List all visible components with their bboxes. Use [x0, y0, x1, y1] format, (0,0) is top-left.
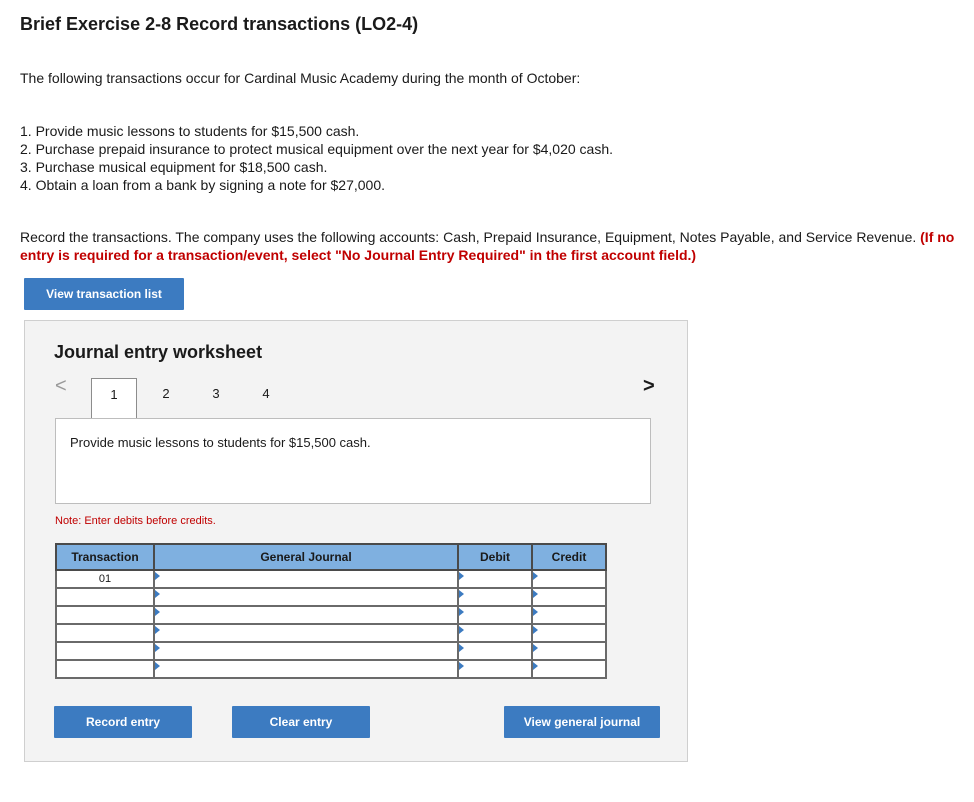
record-entry-button[interactable]: Record entry	[54, 706, 192, 738]
transaction-item: 1. Provide music lessons to students for $15,500 cash.	[20, 123, 360, 139]
view-general-journal-button[interactable]: View general journal	[504, 706, 660, 738]
worksheet-title: Journal entry worksheet	[54, 342, 263, 362]
transaction-cell: 01	[56, 570, 154, 588]
tab-2[interactable]: 2	[162, 386, 170, 401]
chevron-right-icon[interactable]: >	[643, 375, 655, 397]
column-header-general-journal: General Journal	[154, 544, 458, 570]
page-title: Brief Exercise 2-8 Record transactions (LO2-4)	[20, 14, 419, 34]
table-row	[56, 642, 606, 660]
debit-input[interactable]	[458, 642, 532, 660]
column-header-debit: Debit	[458, 544, 532, 570]
transaction-item: 3. Purchase musical equipment for $18,500 cash.	[20, 159, 328, 175]
instructions-warning: (If no entry is required for a transaction/event, select "No Journal Entry Required" in the first account field.)	[20, 229, 955, 263]
entry-note: Note: Enter debits before credits.	[55, 515, 216, 527]
credit-input[interactable]	[532, 570, 606, 588]
table-row	[56, 660, 606, 678]
table-row	[56, 588, 606, 606]
credit-input[interactable]	[532, 642, 606, 660]
transaction-cell	[56, 660, 154, 678]
debit-input[interactable]	[458, 660, 532, 678]
transaction-item: 2. Purchase prepaid insurance to protect musical equipment over the next year for $4,020 cash.	[20, 141, 614, 157]
debit-input[interactable]	[458, 624, 532, 642]
chevron-left-icon[interactable]: <	[55, 375, 67, 397]
account-input[interactable]	[154, 570, 458, 588]
table-row	[56, 570, 606, 588]
transaction-cell	[56, 606, 154, 624]
tab-3[interactable]: 3	[212, 386, 220, 401]
column-header-credit: Credit	[532, 544, 606, 570]
column-header-transaction: Transaction	[56, 544, 154, 570]
account-input[interactable]	[154, 624, 458, 642]
credit-input[interactable]	[532, 660, 606, 678]
transaction-list	[20, 122, 613, 194]
instructions-text: Record the transactions. The company uses the following accounts: Cash, Prepaid Insurance, Equipment, Notes Payable, and Service Revenue.	[20, 229, 921, 245]
transaction-cell	[56, 588, 154, 606]
account-input[interactable]	[154, 588, 458, 606]
view-transaction-list-button[interactable]: View transaction list	[24, 278, 184, 310]
instructions	[20, 228, 960, 264]
table-row	[56, 606, 606, 624]
transaction-item: 4. Obtain a loan from a bank by signing a note for $27,000.	[20, 177, 386, 193]
clear-entry-button[interactable]: Clear entry	[232, 706, 370, 738]
transaction-cell	[56, 642, 154, 660]
credit-input[interactable]	[532, 588, 606, 606]
table-row	[56, 624, 606, 642]
journal-entry-worksheet	[24, 320, 688, 762]
debit-input[interactable]	[458, 588, 532, 606]
transaction-description: Provide music lessons to students for $15,500 cash.	[55, 418, 651, 504]
tab-4[interactable]: 4	[262, 386, 270, 401]
account-input[interactable]	[154, 642, 458, 660]
credit-input[interactable]	[532, 606, 606, 624]
debit-input[interactable]	[458, 570, 532, 588]
intro-text: The following transactions occur for Cardinal Music Academy during the month of October:	[20, 70, 581, 86]
credit-input[interactable]	[532, 624, 606, 642]
debit-input[interactable]	[458, 606, 532, 624]
transaction-cell	[56, 624, 154, 642]
account-input[interactable]	[154, 660, 458, 678]
tab-1[interactable]: 1	[91, 378, 137, 420]
journal-table	[55, 543, 607, 679]
account-input[interactable]	[154, 606, 458, 624]
